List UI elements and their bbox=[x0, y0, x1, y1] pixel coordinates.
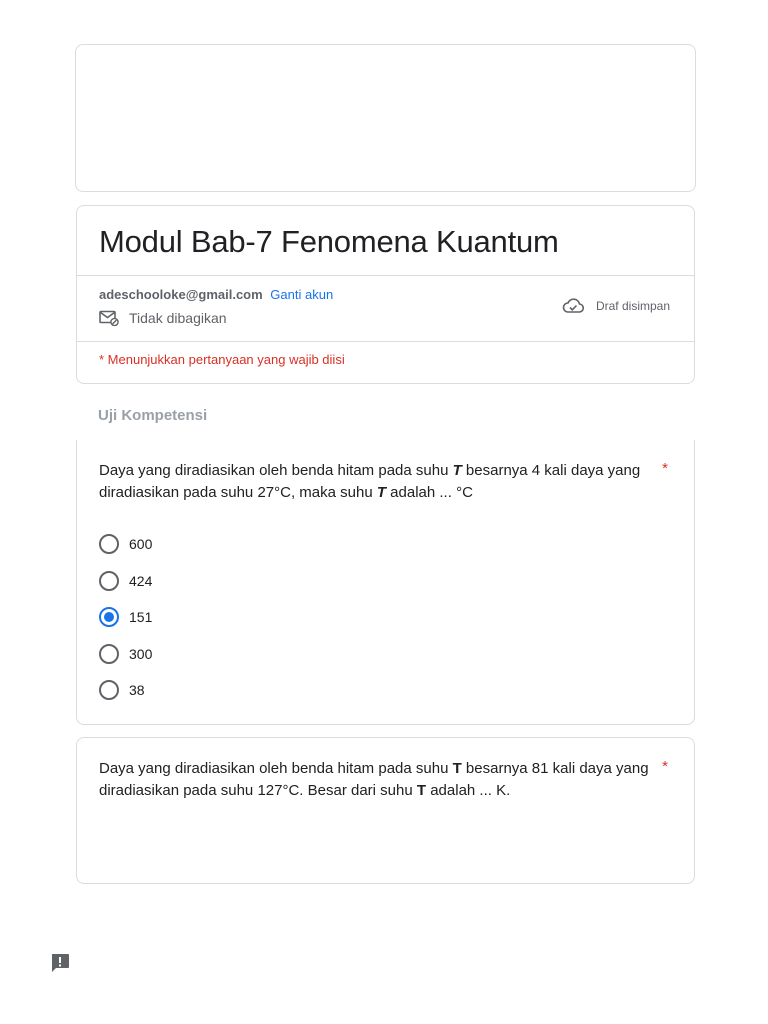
form-header-card bbox=[76, 205, 695, 384]
sharing-status-label: Tidak dibagikan bbox=[129, 310, 227, 326]
question-card-1 bbox=[76, 440, 695, 725]
option-label: 300 bbox=[129, 645, 153, 662]
section-title: Uji Kompetensi bbox=[98, 407, 208, 424]
option-label: 151 bbox=[129, 609, 153, 626]
required-asterisk: * bbox=[662, 758, 668, 775]
radio-button[interactable] bbox=[99, 680, 119, 700]
radio-option-424[interactable] bbox=[99, 563, 152, 600]
header-divider bbox=[77, 275, 694, 276]
draft-status-label: Draf disimpan bbox=[595, 299, 670, 313]
required-asterisk: * bbox=[662, 460, 668, 477]
question-text: Daya yang diradiasikan oleh benda hitam pada suhu T besarnya 81 kali daya yang diradiasikan pada suhu 127°C. Besar dari suhu T adalah ... K. bbox=[99, 760, 649, 799]
radio-option-38[interactable] bbox=[99, 672, 152, 709]
question-card-2 bbox=[76, 737, 695, 884]
radio-button[interactable] bbox=[99, 644, 119, 664]
radio-option-600[interactable] bbox=[99, 526, 152, 563]
option-label: 38 bbox=[129, 682, 145, 699]
option-label: 600 bbox=[129, 536, 153, 553]
header-divider bbox=[77, 341, 694, 342]
radio-option-151[interactable] bbox=[99, 599, 152, 636]
radio-option-300[interactable] bbox=[99, 636, 152, 673]
form-title: Modul Bab-7 Fenomena Kuantum bbox=[99, 224, 559, 259]
option-label: 424 bbox=[129, 572, 153, 589]
draft-status bbox=[562, 298, 670, 314]
switch-account-link[interactable]: Ganti akun bbox=[270, 287, 334, 302]
radio-button-selected[interactable] bbox=[99, 607, 119, 627]
radio-group bbox=[99, 526, 152, 709]
question-text: Daya yang diradiasikan oleh benda hitam pada suhu T besarnya 4 kali daya yang diradiasikan pada suhu 27°C, maka suhu T adalah ... °C bbox=[99, 462, 641, 501]
radio-button[interactable] bbox=[99, 534, 119, 554]
account-row bbox=[99, 287, 333, 302]
sharing-status bbox=[99, 310, 227, 326]
radio-button[interactable] bbox=[99, 571, 119, 591]
required-note: * Menunjukkan pertanyaan yang wajib diisi bbox=[99, 352, 345, 367]
cloud-saved-icon bbox=[562, 298, 584, 314]
feedback-icon[interactable] bbox=[49, 952, 71, 974]
account-email: adeschooloke@gmail.com bbox=[99, 287, 263, 302]
form-banner bbox=[75, 44, 696, 192]
mail-not-shared-icon bbox=[99, 310, 119, 326]
